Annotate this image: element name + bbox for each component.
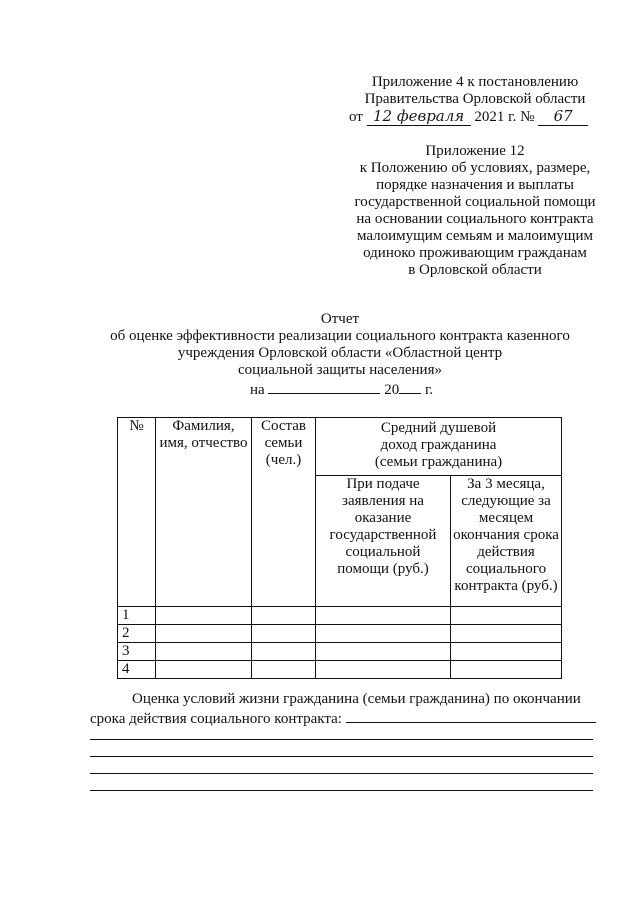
fill-line[interactable] <box>90 739 593 740</box>
table-cell[interactable] <box>156 625 252 643</box>
report-table <box>117 417 562 679</box>
fill-line[interactable] <box>90 773 593 774</box>
report-subtitle <box>90 328 590 379</box>
table-cell[interactable] <box>316 607 451 625</box>
table-cell[interactable] <box>252 643 316 661</box>
date-blank[interactable] <box>268 379 380 394</box>
table-cell[interactable] <box>156 661 252 679</box>
row-number: 3 <box>118 643 156 661</box>
table-row <box>118 661 562 679</box>
year-number-label: 2021 г. № <box>474 109 535 125</box>
appendix-line: одиноко проживающим гражданам <box>363 245 587 261</box>
col-header-family: Состав семьи (чел.) <box>252 418 316 607</box>
table-cell[interactable] <box>316 661 451 679</box>
decree-appendix-line1: Приложение 4 к постановлению <box>371 74 579 90</box>
col-header-income-after: За 3 месяца, следующие за месяцем окончания срока действия социального контракта (руб.) <box>451 476 562 607</box>
table-cell[interactable] <box>451 643 562 661</box>
assessment-line2: срока действия социального контракта: <box>90 711 342 727</box>
assessment-line2-wrap <box>90 708 600 728</box>
col-header-name: Фамилия, имя, отчество <box>156 418 252 607</box>
table-cell[interactable] <box>451 607 562 625</box>
report-subtitle-line: социальной защиты населения» <box>238 362 442 378</box>
table-row <box>118 607 562 625</box>
col-header-income: Средний душевой доход гражданина (семьи гражданина) <box>316 418 562 476</box>
assessment-line1: Оценка условий жизни гражданина (семьи гражданина) по окончании <box>132 691 581 707</box>
table-row <box>118 643 562 661</box>
table-header-row <box>118 418 562 476</box>
date-prefix: на <box>250 382 265 398</box>
report-title: Отчет <box>320 311 360 327</box>
table-cell[interactable] <box>252 661 316 679</box>
appendix-line: в Орловской области <box>408 262 542 278</box>
col-header-number: № <box>118 418 156 607</box>
decree-date-line <box>349 108 609 126</box>
appendix-line: на основании социального контракта <box>356 211 594 227</box>
appendix-line: порядке назначения и выплаты <box>376 177 574 193</box>
table-cell[interactable] <box>156 643 252 661</box>
handwritten-date: 12 февраля <box>367 108 471 126</box>
table-cell[interactable] <box>316 643 451 661</box>
appendix-line: к Положению об условиях, размере, <box>359 160 591 176</box>
table-row <box>118 625 562 643</box>
year-blank[interactable] <box>399 379 421 394</box>
appendix-lines <box>335 160 615 279</box>
col-header-income-before: При подаче заявления на оказание государственной социальной помощи (руб.) <box>316 476 451 607</box>
fill-line[interactable] <box>90 756 593 757</box>
appendix-line: малоимущим семьям и малоимущим <box>356 228 593 244</box>
report-subtitle-line: учреждения Орловской области «Областной центр <box>177 345 503 361</box>
table-cell[interactable] <box>252 607 316 625</box>
table-cell[interactable] <box>252 625 316 643</box>
table-cell[interactable] <box>316 625 451 643</box>
from-label: от <box>349 109 363 125</box>
assessment-blank[interactable] <box>346 708 596 723</box>
appendix-line: государственной социальной помощи <box>354 194 596 210</box>
table-cell[interactable] <box>451 625 562 643</box>
table-cell[interactable] <box>156 607 252 625</box>
table-cell[interactable] <box>451 661 562 679</box>
row-number: 2 <box>118 625 156 643</box>
report-date-line <box>250 379 500 399</box>
report-subtitle-line: об оценке эффективности реализации социального контракта казенного <box>110 328 570 344</box>
row-number: 1 <box>118 607 156 625</box>
date-suffix: г. <box>424 382 434 398</box>
row-number: 4 <box>118 661 156 679</box>
decree-appendix-line2: Правительства Орловской области <box>364 91 586 107</box>
handwritten-number: 67 <box>538 108 588 126</box>
fill-line[interactable] <box>90 790 593 791</box>
date-year-prefix: 20 <box>384 382 400 398</box>
appendix-title: Приложение 12 <box>425 143 525 159</box>
